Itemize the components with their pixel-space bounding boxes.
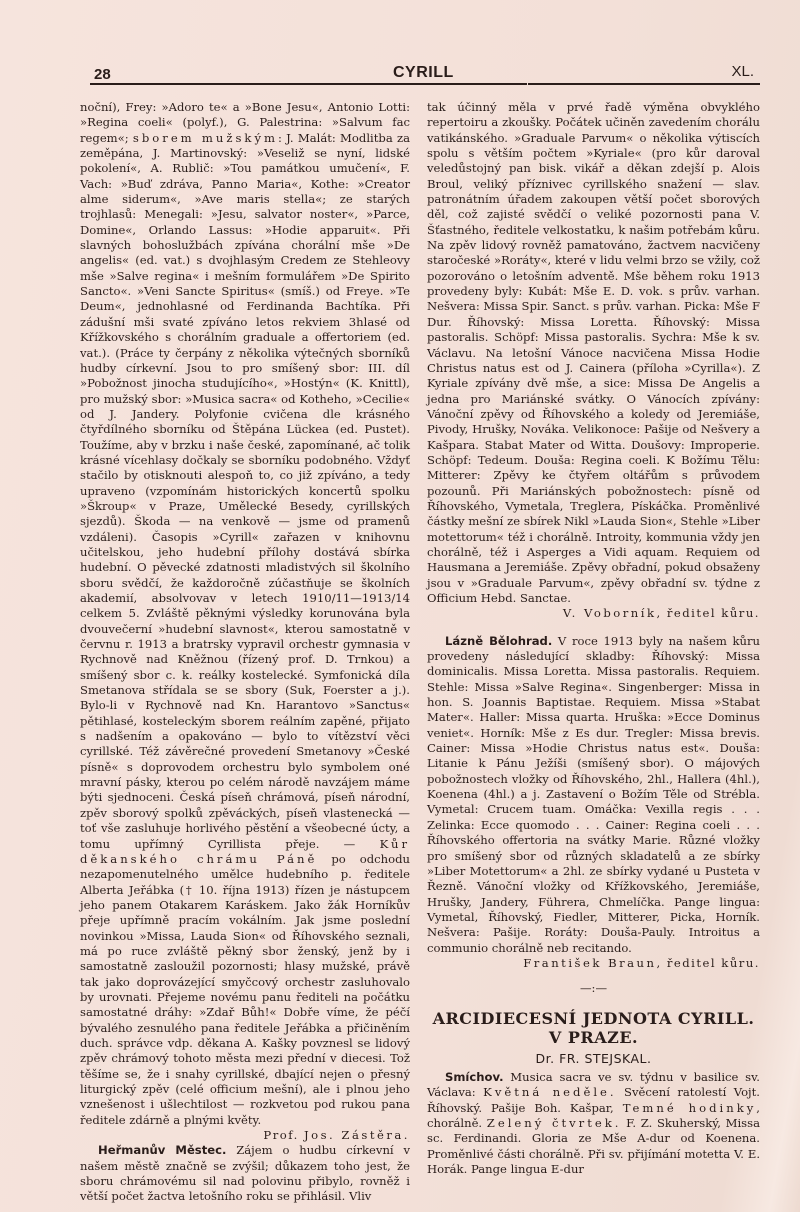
section-author: Dr. FR. STEJSKAL. (535, 1050, 652, 1066)
paragraph-choir-repertoire: noční), Frey: »Adoro te« a »Bone Jesu«, Antonio Lotti: »Regina coeli« (polyf.), G. Palestrina: »Salvum fac regem«; sborem mužským: J. Malát: Modlitba za zeměpána, J. Martinovský: »Veseliž se nyní, lidské pokolení«, A. Rublič: »Tou památkou umučení«, F. Vach: »Buď zdráva, Panno Maria«, Kothe: »Creator alme siderum«, »Ave maris stella«; ze starých trojhlasů: Menegali: »Jesu, salvator noster«, »Parce, Domine«, Orlando Lassus: »Hodie apparuit«. Při slavných bohoslužbách zpívána chorální mše »De angelis« (ed. vat.) s dvojhlasým Credem ze Stehleovy mše »Salve regina« i mešním formulářem »De Spirito Sancto«. »Veni Sancte Spiritus« (smíš.) od Freye. »Te Deum«, jednohlasné od Ferdinanda Bachtíka. Při zádušní mši svaté zpíváno letos rekviem 3hlasé od Křížkovského s chorálním graduale a offertoriem (ed. vat.). (Práce ty čerpány z několika výtečných sborníků hudby církevní. Jsou to pro smíšený sbor: III. díl »Pobožnost jinocha studujícího«, »Hostýn« (K. Knittl), pro mužský sbor: »Musica sacra« od Kotheho, »Cecilie« od J. Jandery. Polyfonie cvičena dle krásného čtyřdílného sborníku od Štěpána Lückea (ed. Pustet). Toužíme, aby v brzku i naše české, zapomínané, ač tolik krásné vícehlasy dočkaly se sborníku podobného. Vždyť stačilo by otisknouti alespoň to, co již zpíváno, a tedy upraveno (vzpomínám historických koncertů spolku »Škroup« v Praze, Umělecké Besedy, cyrillských sjezdů). Škoda — na venkově — jsme od pramenů vzdáleni). Časopis »Cyrill« zařazen v knihovnu učitelskou, jeho hudební přílohy dostává sbírka hudební. O pěvecké zdatnosti mladistvých sil školního sboru svědčí, že každoročně zúčastňuje se školních akademií, absolvovav v letech 1910/11—1913/14 celkem 5. Zvláště pěknými výsledky korunována byla dvouvečerní »hudební slavnost«, kterou samostatně v červnu r. 1913 a bratrsky vypravil orchestr gymnasia v Rychnově nad Kněžnou (řízený prof. D. Trnkou) a smíšený sbor c. k. reálky kostelecké. Symfonická díla Smetanova střídala se se sbory (Suk, Foerster a j.). Bylo-li v Rychnově nad Kn. Harantovo »Sanctus« pětihlasé, kosteleckým sborem reálním zapěné, přijato s nadšením a opakováno — bylo to vítězství věci cyrillské. Též závěrečné provedení Smetanovy »České písně« s doprovodem orchestru bylo symbolem oné mravní pásky, kterou po celém národě navzájem máme býti sjednoceni. Česká píseň chrámová, píseň národní, zpěv sborový spolků zpěváckých, píseň vlastenecká — toť vše zasluhuje horlivého pěstění a všeobecné úcty, a tomu upřímný Cyrillista přeje. — Kůr děkanského chrámu Páně po odchodu nezapomenutelného umělce hudebního p. ředitele Alberta Jeřábka († 10. října 1913) řízen je nástupcem jeho panem Otakarem Karáskem. Jako žák Horníkův přeje upřímně pracím vokálním. Jak jsme poslední novinkou »Missa, Lauda Sion« od Říhovského seznali, má po ruce zvláště pěkný sbor ženský, jenž by i samostatně zasloužil pozornosti; hlasy mužské, právě tak jako doprovázející smyčcový orchestr zasluhovalo by urovnati. Přejeme novému panu řediteli na počátku samostatné dráhy: »Zdař Bůh!« Dobře víme, že péčí bývalého zesnulého pana ředitele Jeřábka a přičiněním duch. správce vdp. děkana A. Kašky povznesl se lidový zpěv chrámový tohoto města mezi přední v diecesi. Tož těšíme se, že i snahy cyrillské, dbající nejen o přesný liturgický zpěv (celé officium mešní), ale i plnou jeho vznešenost i ušlechtilost — rozkvetou pod rukou pana ředitele zdárně a plnými květy. (80, 100, 410, 1127)
section-separator: —:— (579, 981, 608, 996)
page-number: 28 (94, 66, 111, 83)
paragraph-continuation: tak účinný měla v prvé řadě výměna obvyklého repertoiru a zkoušky. Počátek učiněn zavedením chorálu vatikánského. »Graduale Parvum« o několika výtiscích spolu s větším počtem »Kyriale« (pro kůr daroval veledůstojný pan bisk. vikář a děkan zdejší p. Alois Broul, veliký příznivec cyrillského snažení — slav. patronátním úřadem zakoupen větší počet sborových děl, což zajisté svědčí o veliké pozornosti pana V. Šťastného, ředitele velkostatku, k našim potřebám kůru. Na zpěv lidový rovněž pamatováno, žactvem nacvičeny staročeské »Roráty«, které v lidu velmi brzo se vžily, což pozorováno o letošním adventě. Mše během roku 1913 provedeny byly: Kubát: Mše E. D. vok. s prův. varhan. Nešvera: Missa Spir. Sanct. s prův. varhan. Picka: Mše F Dur. Říhovský: Missa Loretta. Říhovský: Missa pastoralis. Schöpf: Missa pastoralis. Sychra: Mše k sv. Václavu. Na letošní Vánoce nacvičena Missa Hodie Christus natus est od J. Cainera (příloha »Cyrilla«). Z Kyriale zpívány dvě mše, a sice: Missa De Angelis a jedna pro Mariánské svátky. O Vánocích zpívány: Vánoční zpěvy od Říhovského a koledy od Jeremiáše, Pivody, Hrušky, Nováka. Velikonoce: Pašije od Nešvery a Kašpara. Stabat Mater od Witta. Doušovy: Improperie. Schöpf: Tedeum. Douša: Regina coeli. K Božímu Tělu: Mitterer: Zpěvy ke čtyřem oltářům s průvodem pozounů. Při Mariánských pobožnostech: písně od Říhovského, Vymetala, Treglera, Pískáčka. Proměnlivé částky mešní ze sbírek Nikl »Lauda Sion«, Stehle »Liber motettorum« též i chorálně. Introity, kommunia vždy jen chorálně, též i Asperges a Vidi aquam. Requiem od Hausmana a Jeremiáše. Zpěvy obřadní, pokud obsaženy jsou v »Graduale Parvum«, zpěvy obřadní sv. týdne z Officium Hebd. Sanctae. (427, 100, 760, 605)
section-title: ARCIDIECESNÍ JEDNOTA CYRILL. V PRAZE. (432, 1008, 755, 1047)
paragraph-hermanuv-mestec: Heřmanův Městec. Zájem o hudbu církevní v našem městě značně se zvýšil; důkazem toho jest, že sboru chrámovému sil nad polovinu přibylo, rovněž i větší počet žactva letošního roku se přihlásil. Vliv (80, 1143, 410, 1204)
left-column (80, 100, 410, 1205)
signature-braun: František Braun, ředitel kůru. (523, 955, 760, 970)
signature-zastera: Prof. Jos. Zástěra. (263, 1128, 410, 1143)
paragraph-lazne-belohrad: Lázně Bělohrad. V roce 1913 byly na našem kůru provedeny následující skladby: Říhovský: Missa dominicalis. Missa Loretta. Missa pastoralis. Requiem. Stehle: Missa »Salve Regina«. Singenberger: Missa in hon. S. Joannis Baptistae. Requiem. Missa »Stabat Mater«. Haller: Missa quarta. Hruška: »Ecce Dominus veniet«. Horník: Mše z Es dur. Tregler: Missa brevis. Cainer: Missa »Hodie Christus natus est«. Douša: Litanie k Pánu Ježíši (smíšený sbor). O májových pobožnostech vložky od Říhovského, 2hl., Hallera (4hl.), Koenena (4hl.) a j. Zastavení o Božím Těle od Strébla. Vymetal: Crucem tuam. Omáčka: Vexilla regis . . . Zelinka: Ecce quomodo . . . Cainer: Regina coeli . . . Říhovského offertoria na svátky Marie. Různé vložky pro smíšený sbor od různých skladatelů a ze sbírky »Liber Motettorum« a 2hl. ze sbírky vydané u Pusteta v Řezně. Vánoční vložky od Křížkovského, Jeremiáše, Hrušky, Jandery, Führera, Chmelíčka. Pange lingua: Vymetal, Říhovský, Fiedler, Mitterer, Picka, Horník. Nešvera: Pašije. Roráty: Douša-Pauly. Introitus a communio chorálně neb recitando. (427, 633, 760, 955)
signature-vobornik: V. Voborník, ředitel kůru. (562, 606, 760, 621)
volume-number: XL. (731, 63, 754, 80)
right-column (427, 100, 760, 1177)
spaced-emphasis: Kůr děkanského chrámu Páně (80, 836, 410, 866)
place-heading: Heřmanův Městec. (98, 1143, 227, 1158)
place-heading: Smíchov. (445, 1069, 504, 1084)
header-rule-right (528, 83, 760, 85)
spaced-emphasis: sborem mužským (132, 130, 279, 145)
journal-title: CYRILL (393, 64, 454, 81)
place-heading: Lázně Bělohrad. (445, 633, 553, 648)
page-header (80, 60, 760, 84)
header-rule-left (90, 83, 527, 85)
paragraph-smichov: Smíchov. Musica sacra ve sv. týdnu v basilice sv. Václava: Květná neděle. Svěcení ratolestí Vojt. Říhovský. Pašije Boh. Kašpar, Temné hodinky, chorálně. Zelený čtvrtek. F. Z. Skuherský, Missa sc. Ferdinandi. Gloria ze Mše A-dur od Koenena. Proměnlivé části chorálně. Při sv. přijímání motetta V. E. Horák. Pange lingua E-dur (427, 1069, 760, 1176)
